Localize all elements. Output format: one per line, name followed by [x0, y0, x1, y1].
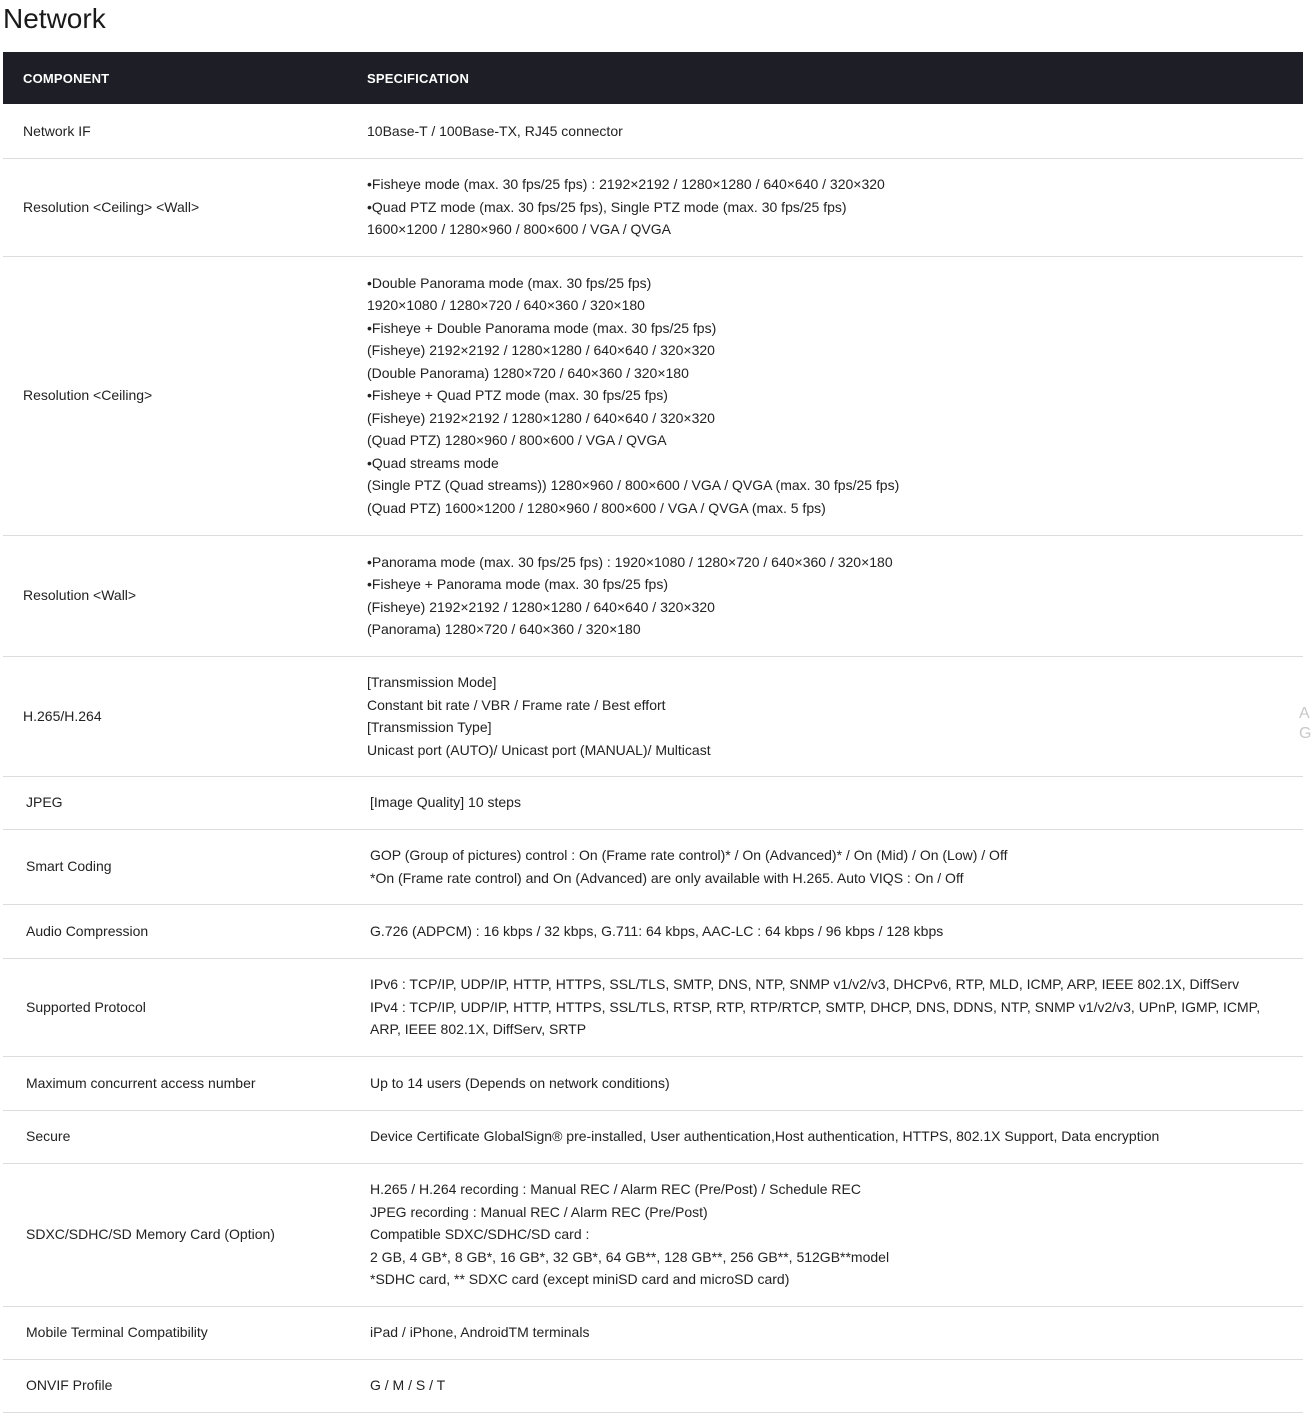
table-row	[3, 829, 1303, 904]
component-cell: Network IF	[3, 104, 347, 158]
specification-cell	[347, 958, 1303, 1056]
specification-line: GOP (Group of pictures) control : On (Frame rate control)* / On (Advanced)* / On (Mid) / On (Low) / Off	[370, 847, 1008, 863]
table-row	[3, 656, 1303, 776]
component-cell: Resolution <Wall>	[3, 535, 347, 656]
table-row	[3, 1110, 1303, 1163]
specification-line: IPv6 : TCP/IP, UDP/IP, HTTP, HTTPS, SSL/TLS, SMTP, DNS, NTP, SNMP v1/v2/v3, DHCPv6, RTP, MLD, ICMP, ARP, IEEE 802.1X, DiffServ	[370, 976, 1240, 993]
specification-line: 1600×1200 / 1280×960 / 800×600 / VGA / QVGA	[367, 221, 671, 238]
specification-line: 10Base-T / 100Base-TX, RJ45 connector	[367, 122, 623, 139]
component-cell: Audio Compression	[3, 904, 347, 958]
specification-line: •Fisheye + Quad PTZ mode (max. 30 fps/25 fps)	[367, 387, 668, 404]
component-cell: JPEG	[3, 776, 347, 829]
specification-cell	[347, 158, 1303, 256]
specification-cell	[347, 1306, 1303, 1359]
specification-line: (Fisheye) 2192×2192 / 1280×1280 / 640×640 / 320×320	[367, 598, 715, 615]
component-cell: Maximum concurrent access number	[3, 1056, 347, 1110]
specification-cell	[347, 1163, 1303, 1306]
table-row	[3, 104, 1303, 158]
edge-fragment: A G	[1299, 705, 1311, 742]
specification-line: (Double Panorama) 1280×720 / 640×360 / 320×180	[367, 364, 689, 381]
specification-line: •Fisheye + Panorama mode (max. 30 fps/25 fps)	[367, 576, 668, 592]
table-body	[3, 104, 1303, 1412]
component-cell: H.265/H.264	[3, 656, 347, 776]
table-row	[3, 1359, 1303, 1412]
component-cell: SDXC/SDHC/SD Memory Card (Option)	[3, 1163, 347, 1306]
table-row	[3, 958, 1303, 1056]
specification-line: *SDHC card, ** SDXC card (except miniSD card and microSD card)	[370, 1271, 790, 1288]
specification-cell	[347, 104, 1303, 158]
specification-line: (Quad PTZ) 1600×1200 / 1280×960 / 800×600 / VGA / QVGA (max. 5 fps)	[367, 499, 826, 516]
specification-line: Up to 14 users (Depends on network conditions)	[370, 1074, 670, 1091]
specification-line: G.726 (ADPCM) : 16 kbps / 32 kbps, G.711: 64 kbps, AAC-LC : 64 kbps / 96 kbps / 128 kbps	[370, 922, 944, 939]
component-cell: Resolution <Ceiling> <Wall>	[3, 158, 347, 256]
table-header	[3, 52, 1303, 104]
specification-line: 1920×1080 / 1280×720 / 640×360 / 320×180	[367, 297, 645, 314]
component-cell: Secure	[3, 1110, 347, 1163]
specification-cell	[347, 904, 1303, 958]
column-header-component: COMPONENT	[3, 52, 347, 104]
specification-line: •Quad PTZ mode (max. 30 fps/25 fps), Single PTZ mode (max. 30 fps/25 fps)	[367, 198, 847, 215]
specification-line: IPv4 : TCP/IP, UDP/IP, HTTP, HTTPS, SSL/TLS, RTSP, RTP, RTP/RTCP, SMTP, DHCP, DNS, DDNS, NTP, SNMP v1/v2/v3, UPnP, IGMP, ICMP, ARP, IEEE 802.1X, DiffServ, SRTP	[370, 998, 1264, 1038]
specification-line: •Double Panorama mode (max. 30 fps/25 fps)	[367, 274, 652, 291]
network-spec-table	[3, 52, 1303, 1413]
specification-line: *On (Frame rate control) and On (Advanced) are only available with H.265. Auto VIQS : On / Off	[370, 869, 964, 886]
specification-line: [Image Quality] 10 steps	[370, 794, 521, 811]
specification-line: G / M / S / T	[370, 1377, 446, 1394]
specification-line: Device Certificate GlobalSign® pre-installed, User authentication,Host authentication, HTTPS, 802.1X Support, Data encryption	[370, 1128, 1160, 1145]
specification-line: (Fisheye) 2192×2192 / 1280×1280 / 640×640 / 320×320	[367, 342, 715, 359]
component-cell: Mobile Terminal Compatibility	[3, 1306, 347, 1359]
column-header-specification: SPECIFICATION	[347, 52, 1303, 104]
specification-line: (Fisheye) 2192×2192 / 1280×1280 / 640×640 / 320×320	[367, 409, 715, 426]
specification-line: iPad / iPhone, AndroidTM terminals	[370, 1324, 590, 1341]
table-row	[3, 1056, 1303, 1110]
specification-cell	[347, 535, 1303, 656]
specification-cell	[347, 256, 1303, 535]
specification-line: •Quad streams mode	[367, 454, 499, 471]
specification-cell	[347, 656, 1303, 776]
component-cell: Resolution <Ceiling>	[3, 256, 347, 535]
table-row	[3, 904, 1303, 958]
component-cell: ONVIF Profile	[3, 1359, 347, 1412]
specification-cell	[347, 776, 1303, 829]
table-row	[3, 256, 1303, 535]
table-row	[3, 158, 1303, 256]
specification-cell	[347, 1110, 1303, 1163]
specification-line: [Transmission Type]	[367, 719, 492, 735]
specification-line: Unicast port (AUTO)/ Unicast port (MANUAL)/ Multicast	[367, 741, 711, 758]
specification-line: (Single PTZ (Quad streams)) 1280×960 / 800×600 / VGA / QVGA (max. 30 fps/25 fps)	[367, 477, 900, 494]
specification-line: [Transmission Mode]	[367, 674, 497, 690]
specification-cell	[347, 1359, 1303, 1412]
specification-line: Constant bit rate / VBR / Frame rate / Best effort	[367, 696, 666, 713]
specification-cell	[347, 1056, 1303, 1110]
table-row	[3, 1306, 1303, 1359]
specification-line: H.265 / H.264 recording : Manual REC / Alarm REC (Pre/Post) / Schedule REC	[370, 1181, 861, 1198]
specification-line: Compatible SDXC/SDHC/SD card :	[370, 1226, 590, 1243]
specification-line: •Fisheye + Double Panorama mode (max. 30 fps/25 fps)	[367, 319, 717, 336]
specification-cell	[347, 829, 1303, 904]
specification-line: •Panorama mode (max. 30 fps/25 fps) : 1920×1080 / 1280×720 / 640×360 / 320×180	[367, 553, 893, 570]
table-row	[3, 535, 1303, 656]
component-cell: Supported Protocol	[3, 958, 347, 1056]
specification-line: (Panorama) 1280×720 / 640×360 / 320×180	[367, 621, 641, 637]
header-row	[3, 52, 1303, 104]
specification-line: 2 GB, 4 GB*, 8 GB*, 16 GB*, 32 GB*, 64 GB**, 128 GB**, 256 GB**, 512GB**model	[370, 1248, 890, 1265]
specification-line: (Quad PTZ) 1280×960 / 800×600 / VGA / QVGA	[367, 432, 667, 449]
table-row	[3, 776, 1303, 829]
specification-line: JPEG recording : Manual REC / Alarm REC (Pre/Post)	[370, 1203, 708, 1220]
page-title: Network	[3, 3, 106, 34]
component-cell: Smart Coding	[3, 829, 347, 904]
table-row	[3, 1163, 1303, 1306]
specification-line: •Fisheye mode (max. 30 fps/25 fps) : 2192×2192 / 1280×1280 / 640×640 / 320×320	[367, 176, 885, 193]
